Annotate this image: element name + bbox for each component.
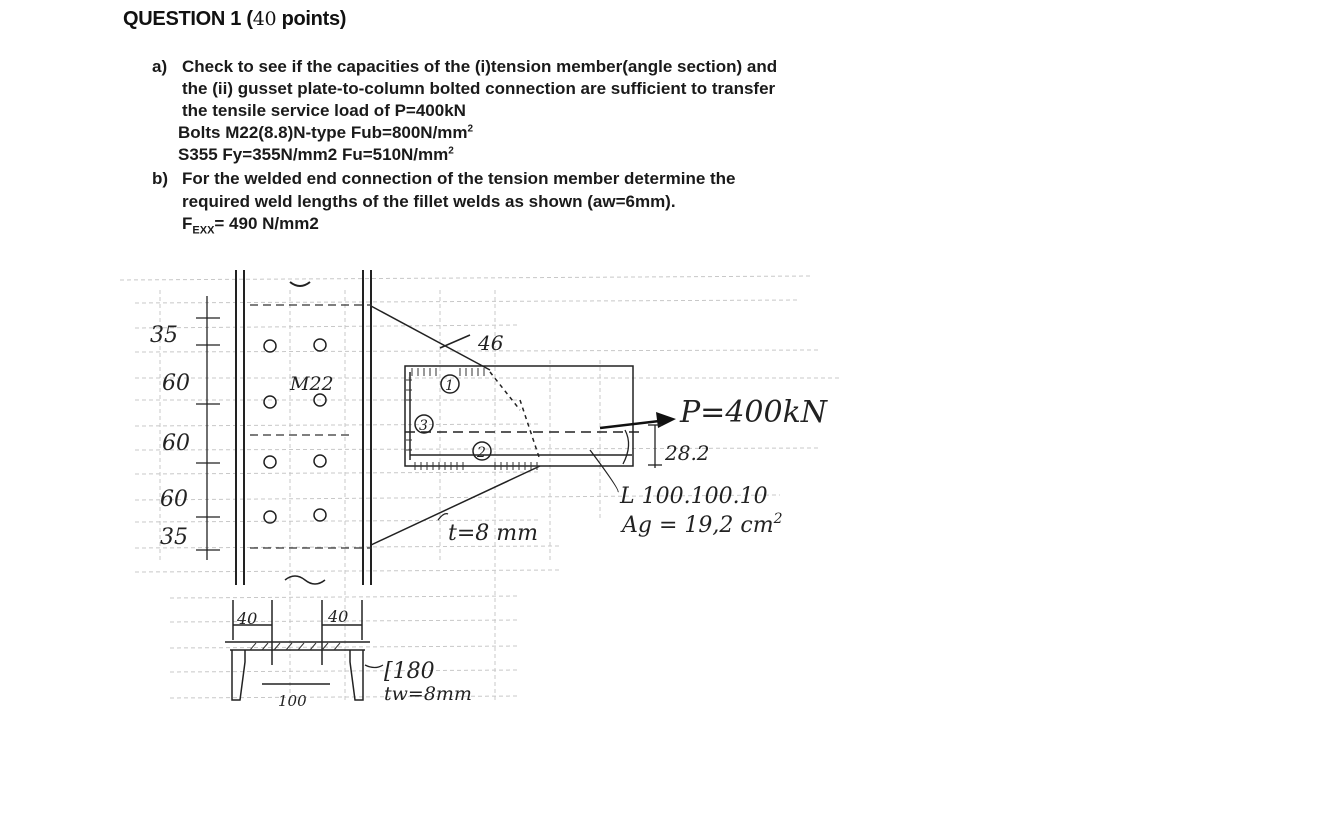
gusset-angle-label: 46 [478, 331, 504, 355]
fexx-rest: = 490 N/mm2 [214, 214, 319, 233]
part-b-line-1: For the welded end connection of the tension member determine the [182, 169, 736, 188]
weld-label-2: 2 [477, 445, 486, 461]
weld-label-3: 3 [419, 418, 428, 434]
part-b-marker: b) [152, 169, 169, 188]
title-points: 40 [252, 8, 277, 30]
title-suffix: points) [276, 8, 347, 30]
part-a-marker: a) [152, 57, 168, 76]
part-a-line-1: Check to see if the capacities of the (i)tension member(angle section) and [182, 57, 778, 76]
bottom-dim-40-left: 40 [237, 609, 258, 628]
dim-35-bottom: 35 [160, 525, 188, 550]
dim-60-1: 60 [162, 371, 190, 396]
fexx-f: F [182, 214, 193, 233]
part-a-line-3: the tensile service load of P=400kN [182, 101, 466, 120]
dim-60-3: 60 [160, 487, 188, 512]
bolts [264, 339, 326, 523]
channel-label: [180 [384, 659, 435, 684]
part-b-line-2: required weld lengths of the fillet welds as shown (aw=6mm). [182, 192, 676, 211]
bolts-spec-text: Bolts M22(8.8)N-type Fub=800N/mm [178, 123, 468, 142]
channel-leader [365, 665, 383, 668]
left-dimension-line [196, 296, 220, 560]
title-prefix: QUESTION 1 ( [123, 8, 253, 30]
section-leader [590, 450, 618, 492]
part-a-line-2: the (ii) gusset plate-to-column bolted connection are sufficient to transfer [182, 79, 776, 98]
steel-spec-sup: 2 [448, 145, 454, 157]
eccentricity-label: 28.2 [665, 441, 710, 465]
load-arrow [600, 412, 676, 428]
steel-spec-text: S355 Fy=355N/mm2 Fu=510N/mm [178, 145, 449, 164]
load-label: P=400kN [680, 395, 828, 430]
gross-area-text: Ag = 19,2 cm [622, 513, 774, 538]
channel-thickness-label: tw=8mm [384, 683, 472, 705]
dim-35-top: 35 [150, 323, 178, 348]
weld-label-1: 1 [445, 378, 454, 394]
gusset-plate [371, 306, 540, 545]
channel-hatch [250, 643, 340, 650]
bottom-dim-40-right: 40 [328, 607, 349, 626]
bottom-dim-100: 100 [278, 692, 307, 710]
dim-60-2: 60 [162, 431, 190, 456]
fexx-sub: EXX [192, 224, 215, 237]
bolts-spec-sup: 2 [467, 123, 474, 135]
eccentricity-dim [623, 425, 662, 468]
angle-section-label: L 100.100.10 [620, 484, 768, 509]
gross-area-sup: 2 [773, 511, 783, 527]
column [236, 270, 371, 585]
plate-thickness-label: t=8 mm [448, 521, 538, 546]
bolt-size-label: M22 [290, 373, 334, 395]
gross-area-label [620, 511, 783, 538]
